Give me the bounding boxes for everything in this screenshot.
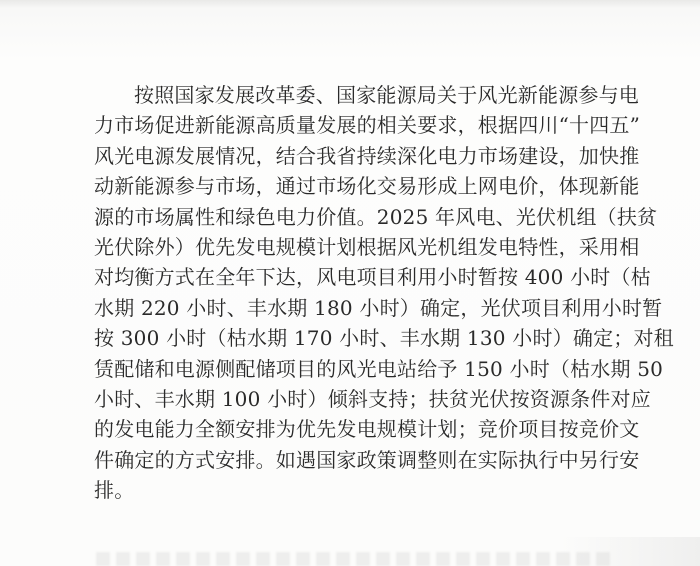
paragraph-line: 动新能源参与市场，通过市场化交易形成上网电价，体现新能 [94, 174, 640, 199]
paragraph-line: 排。 [94, 478, 135, 503]
paragraph-line: 按 300 小时（枯水期 170 小时、丰水期 130 小时）确定；对租 [94, 326, 674, 351]
show-through-text [96, 552, 616, 566]
paragraph-line: 对均衡方式在全年下达，风电项目利用小时暂按 400 小时（枯 [94, 265, 651, 290]
paragraph-line: 光伏除外）优先发电规模计划根据风光机组发电特性，采用相 [94, 234, 640, 259]
paragraph-line: 件确定的方式安排。如遇国家政策调整则在实际执行中另行安 [94, 447, 640, 472]
paragraph-line: 赁配储和电源侧配储项目的风光电站给予 150 小时（枯水期 50 [94, 356, 664, 381]
paragraph-line: 力市场促进新能源高质量发展的相关要求，根据四川“十四五” [94, 113, 641, 138]
paragraph-line: 按照国家发展改革委、国家能源局关于风光新能源参与电 [134, 83, 639, 107]
paragraph-line: 小时、丰水期 100 小时）倾斜支持；扶贫光伏按资源条件对应 [94, 386, 651, 411]
paragraph-line: 风光电源发展情况，结合我省持续深化电力市场建设，加快推 [94, 143, 640, 168]
paragraph-line: 的发电能力全额安排为优先发电规模计划；竞价项目按竞价文 [94, 417, 640, 442]
paragraph-line: 水期 220 小时、丰水期 180 小时）确定，光伏项目利用小时暂 [94, 295, 663, 320]
policy-paragraph [94, 80, 674, 505]
scan-shading [560, 537, 700, 566]
paragraph-line: 源的市场属性和绿色电力价值。2025 年风电、光伏机组（扶贫 [94, 204, 658, 229]
scan-edge-shadow [0, 0, 700, 8]
